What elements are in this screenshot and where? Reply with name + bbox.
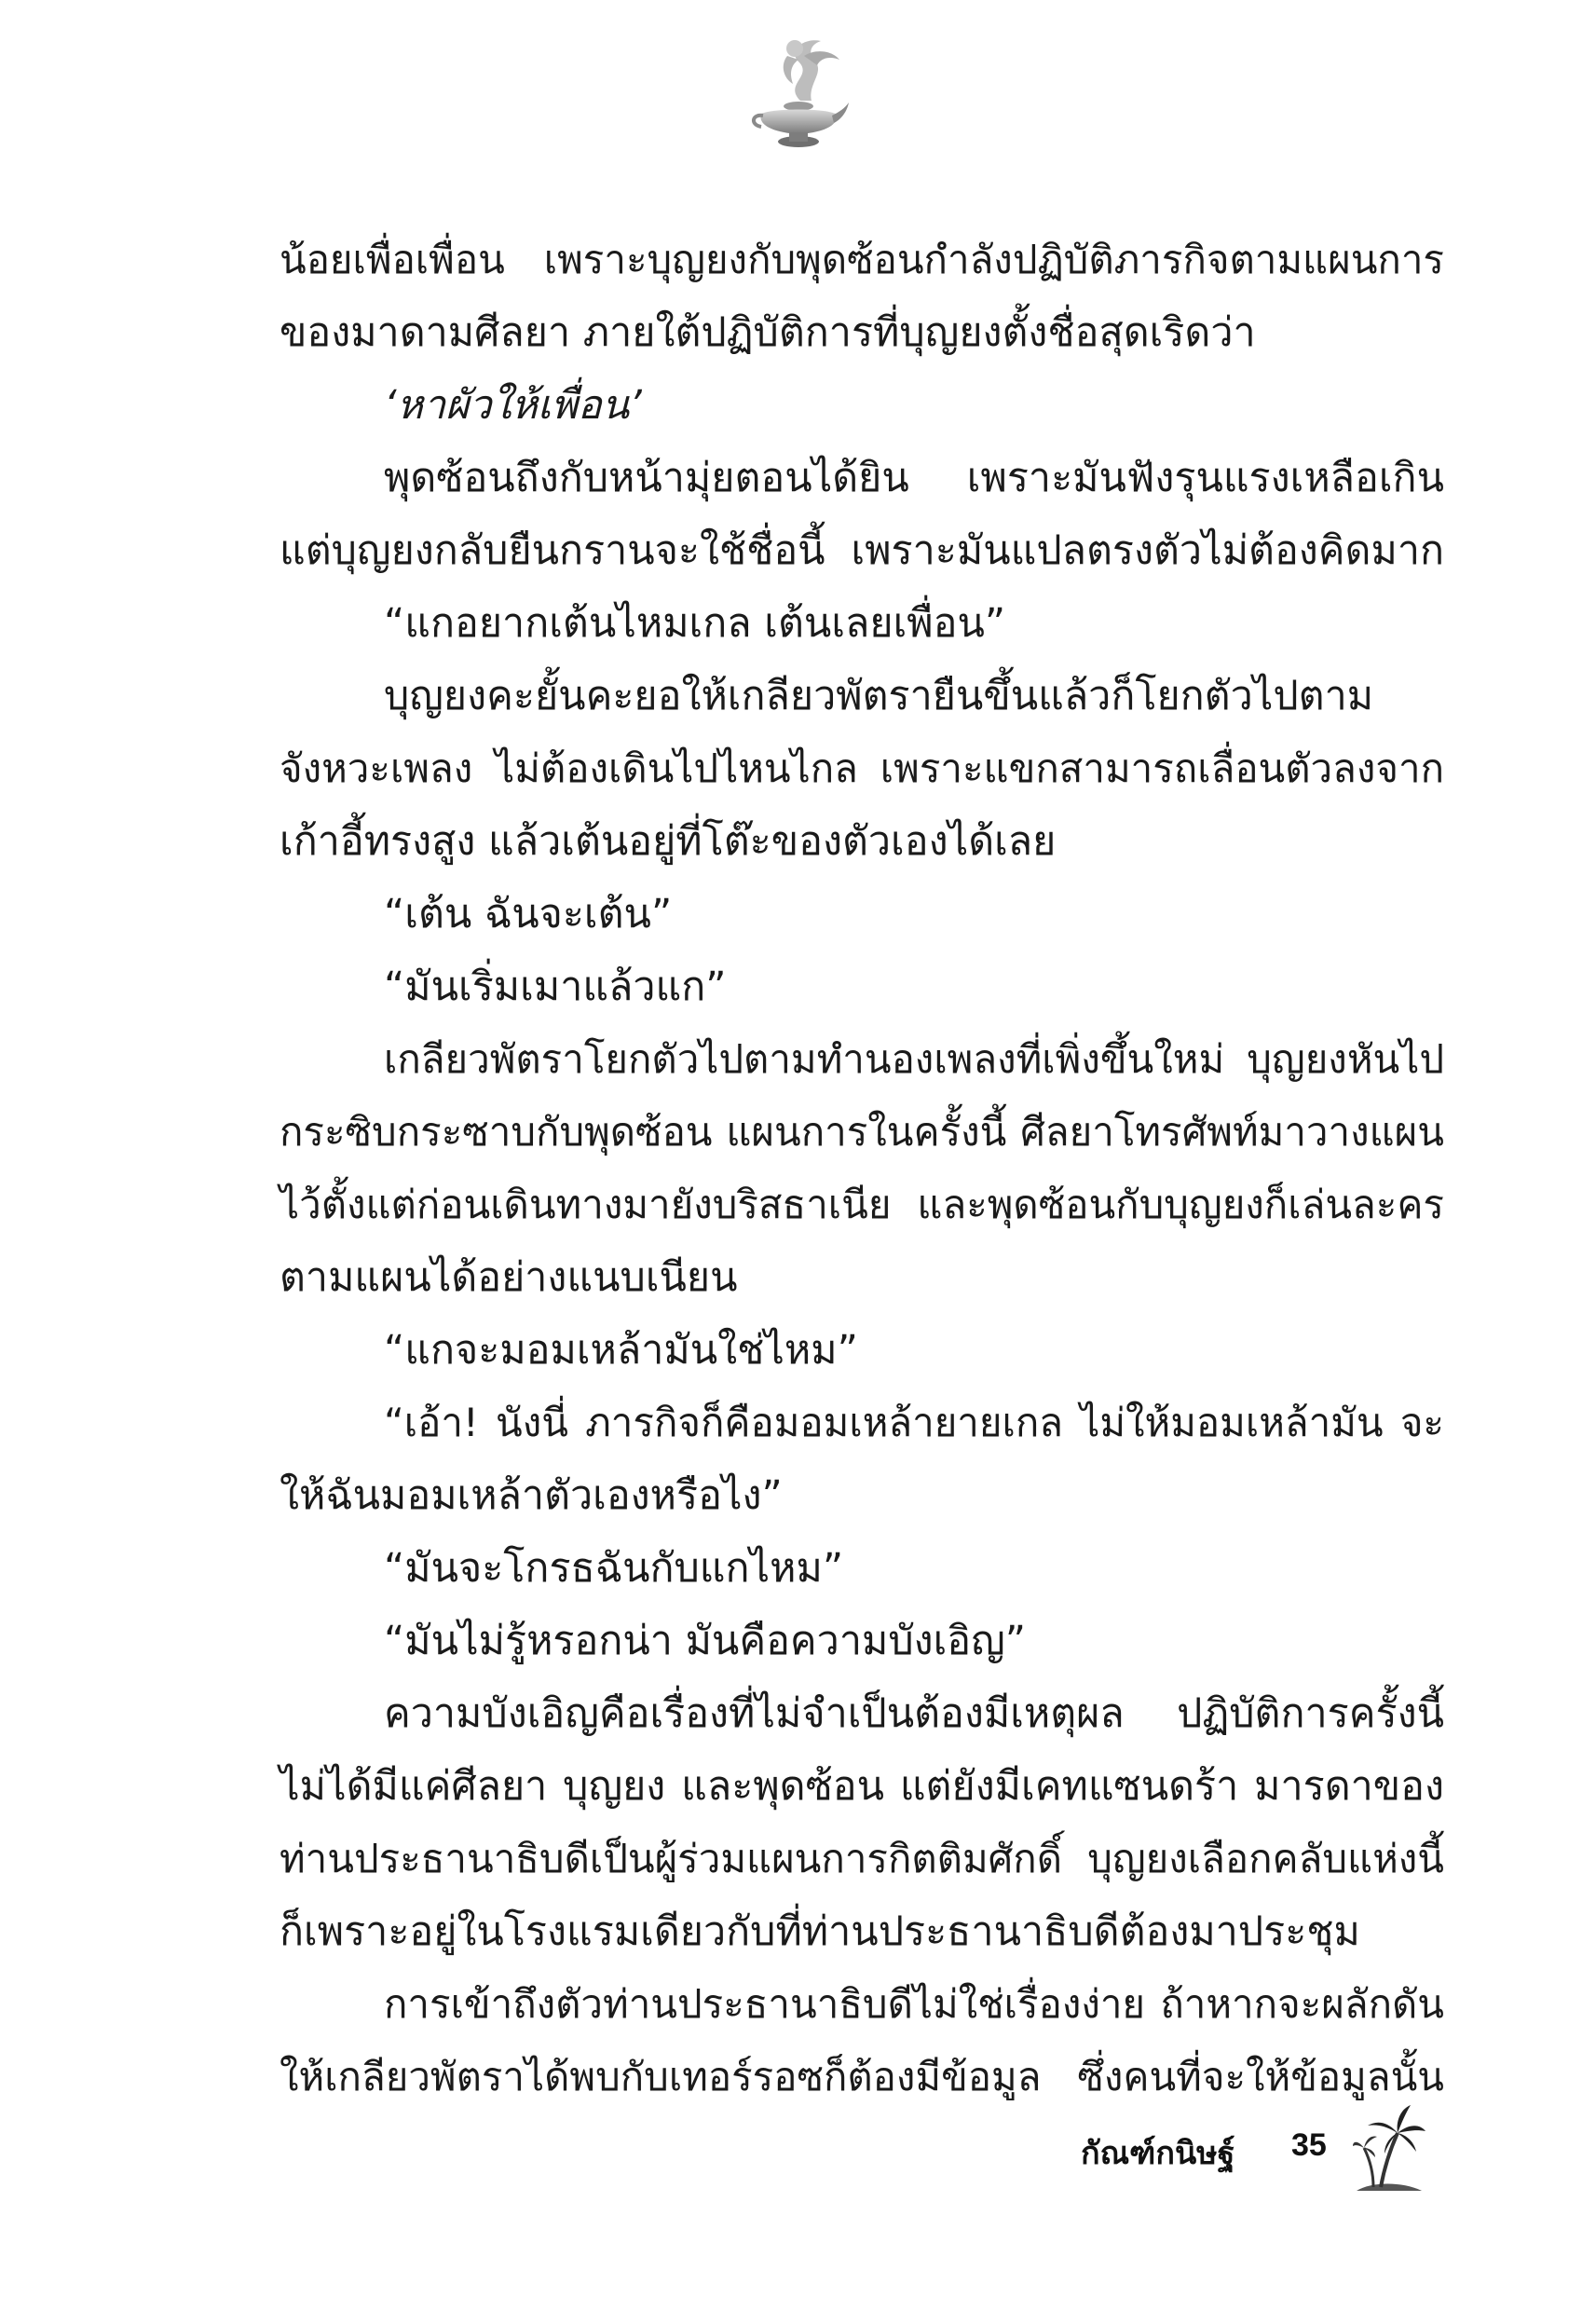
text-line: “เอ้า! นังนี่ ภารกิจก็คือมอมเหล้ายายเกล ไม่ให้มอมเหล้ามัน จะ xyxy=(384,1400,1444,1445)
text-line: ของมาดามศีลยา ภายใต้ปฏิบัติการที่บุญยงตั้งชื่อสุดเริดว่า xyxy=(280,309,1256,356)
book-title: กัณฑ์กนิษฐ์ xyxy=(1081,2135,1235,2172)
page-footer xyxy=(1053,2101,1444,2204)
text-line: น้อยเพื่อเพื่อน เพราะบุญยงกับพุดซ้อนกำลังปฏิบัติภารกิจตามแผนการ xyxy=(280,237,1444,282)
text-line: ‘หาผัวให้เพื่อน’ xyxy=(384,382,642,429)
text-line: กระซิบกระซาบกับพุดซ้อน แผนการในครั้งนี้ ศีลยาโทรศัพท์มาวางแผน xyxy=(280,1109,1444,1155)
text-line: ให้เกลียวพัตราได้พบกับเทอร์รอซก็ต้องมีข้อมูล ซึ่งคนที่จะให้ข้อมูลนั้น xyxy=(280,2054,1444,2099)
text-line: ตามแผนได้อย่างแนบเนียน xyxy=(280,1254,738,1301)
text-line: ให้ฉันมอมเหล้าตัวเองหรือไง” xyxy=(280,1472,783,1519)
text-line: แต่บุญยงกลับยืนกรานจะใช้ชื่อนี้ เพราะมันแปลตรงตัวไม่ต้องคิดมาก xyxy=(280,527,1444,574)
text-line: ท่านประธานาธิบดีเป็นผู้ร่วมแผนการกิตติมศักดิ์ บุญยงเลือกคลับแห่งนี้ xyxy=(280,1836,1444,1881)
palm-tree-icon xyxy=(1353,2101,1425,2195)
text-line: “มันจะโกรธฉันกับแกไหม” xyxy=(384,1545,844,1592)
text-line: บุญยงคะยั้นคะยอให้เกลียวพัตรายืนขึ้นแล้วก็โยกตัวไปตาม xyxy=(384,673,1374,719)
text-line: ไม่ได้มีแค่ศีลยา บุญยง และพุดซ้อน แต่ยังมีเคทแซนดร้า มารดาของ xyxy=(280,1763,1444,1810)
text-line: จังหวะเพลง ไม่ต้องเดินไปไหนไกล เพราะแขกสามารถเลื่อนตัวลงจาก xyxy=(280,745,1444,791)
text-line: “มันเริ่มเมาแล้วแก” xyxy=(384,964,727,1010)
text-line: พุดซ้อนถึงกับหน้ามุ่ยตอนได้ยิน เพราะมันฟังรุนแรงเหลือเกิน xyxy=(384,455,1444,501)
text-line: ไว้ตั้งแต่ก่อนเดินทางมายังบริสธาเนีย และพุดซ้อนกับบุญยงก็เล่นละคร xyxy=(280,1182,1444,1227)
genie-lamp-icon xyxy=(746,28,849,154)
text-line: “แกอยากเต้นไหมเกล เต้นเลยเพื่อน” xyxy=(384,600,1006,647)
text-line: ความบังเอิญคือเรื่องที่ไม่จำเป็นต้องมีเหตุผล ปฏิบัติการครั้งนี้ xyxy=(384,1690,1444,1737)
text-line: ก็เพราะอยู่ในโรงแรมเดียวกับที่ท่านประธานาธิบดีต้องมาประชุม xyxy=(280,1908,1360,1955)
text-line: การเข้าถึงตัวท่านประธานาธิบดีไม่ใช่เรื่องง่าย ถ้าหากจะผลักดัน xyxy=(384,1981,1444,2027)
body-text xyxy=(280,224,1444,2113)
text-line: “แกจะมอมเหล้ามันใช่ไหม” xyxy=(384,1327,858,1374)
text-line: เก้าอี้ทรงสูง แล้วเต้นอยู่ที่โต๊ะของตัวเองได้เลย xyxy=(280,818,1057,865)
page-number: 35 xyxy=(1291,2127,1327,2163)
text-line: “เต้น ฉันจะเต้น” xyxy=(384,891,673,937)
text-line: เกลียวพัตราโยกตัวไปตามทำนองเพลงที่เพิ่งขึ้นใหม่ บุญยงหันไป xyxy=(384,1036,1444,1082)
text-line: “มันไม่รู้หรอกน่า มันคือความบังเอิญ” xyxy=(384,1618,1027,1664)
